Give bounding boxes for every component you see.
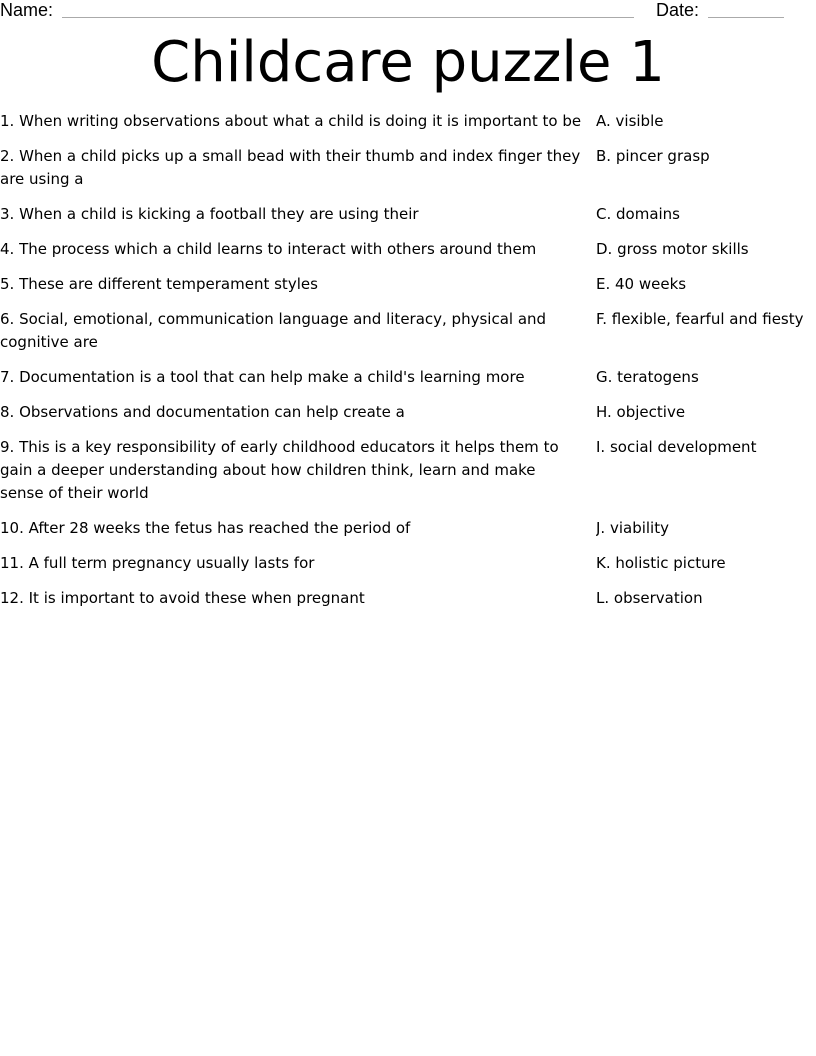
clue-text: 5. These are different temperament styles: [0, 275, 318, 293]
clue-text: 7. Documentation is a tool that can help make a child's learning more: [0, 368, 525, 386]
match-row: [0, 238, 816, 261]
answer-option: J. viability: [596, 519, 669, 537]
page-title: Childcare puzzle 1: [151, 30, 665, 95]
match-row: [0, 401, 816, 424]
match-row: [0, 145, 816, 191]
answer-option: F. flexible, fearful and fiesty: [596, 310, 804, 328]
answer-option: C. domains: [596, 205, 681, 223]
header-row: [0, 0, 816, 24]
date-input-line[interactable]: [708, 17, 784, 18]
answer-option: G. teratogens: [596, 368, 699, 386]
name-label: Name:: [0, 0, 54, 20]
clue-text: 12. It is important to avoid these when pregnant: [0, 589, 365, 607]
match-row: [0, 366, 816, 389]
clue-text: 6. Social, emotional, communication language and literacy, physical and cognitive are: [0, 310, 547, 351]
match-row: [0, 517, 816, 540]
answer-option: A. visible: [596, 112, 664, 130]
answer-option: L. observation: [596, 589, 703, 607]
answer-option: E. 40 weeks: [596, 275, 687, 293]
match-row: [0, 308, 816, 354]
clue-text: 2. When a child picks up a small bead with their thumb and index finger they are using a: [0, 147, 581, 188]
answer-option: D. gross motor skills: [596, 240, 749, 258]
date-label: Date:: [656, 0, 700, 20]
clue-text: 9. This is a key responsibility of early childhood educators it helps them to gain a deeper understanding about how children think, learn and make sense of their world: [0, 438, 559, 502]
match-row: [0, 203, 816, 226]
match-row: [0, 110, 816, 133]
answer-option: K. holistic picture: [596, 554, 726, 572]
answer-option: B. pincer grasp: [596, 147, 710, 165]
clue-text: 8. Observations and documentation can help create a: [0, 403, 405, 421]
clue-text: 1. When writing observations about what a child is doing it is important to be: [0, 112, 582, 130]
name-input-line[interactable]: [62, 17, 634, 18]
match-row: [0, 436, 816, 505]
answer-option: H. objective: [596, 403, 686, 421]
match-row: [0, 273, 816, 296]
answer-option: I. social development: [596, 438, 757, 456]
match-row: [0, 587, 816, 610]
clue-text: 10. After 28 weeks the fetus has reached the period of: [0, 519, 411, 537]
clue-text: 3. When a child is kicking a football they are using their: [0, 205, 419, 223]
match-row: [0, 552, 816, 575]
clue-text: 11. A full term pregnancy usually lasts for: [0, 554, 315, 572]
matching-list: [0, 110, 816, 622]
clue-text: 4. The process which a child learns to interact with others around them: [0, 240, 537, 258]
